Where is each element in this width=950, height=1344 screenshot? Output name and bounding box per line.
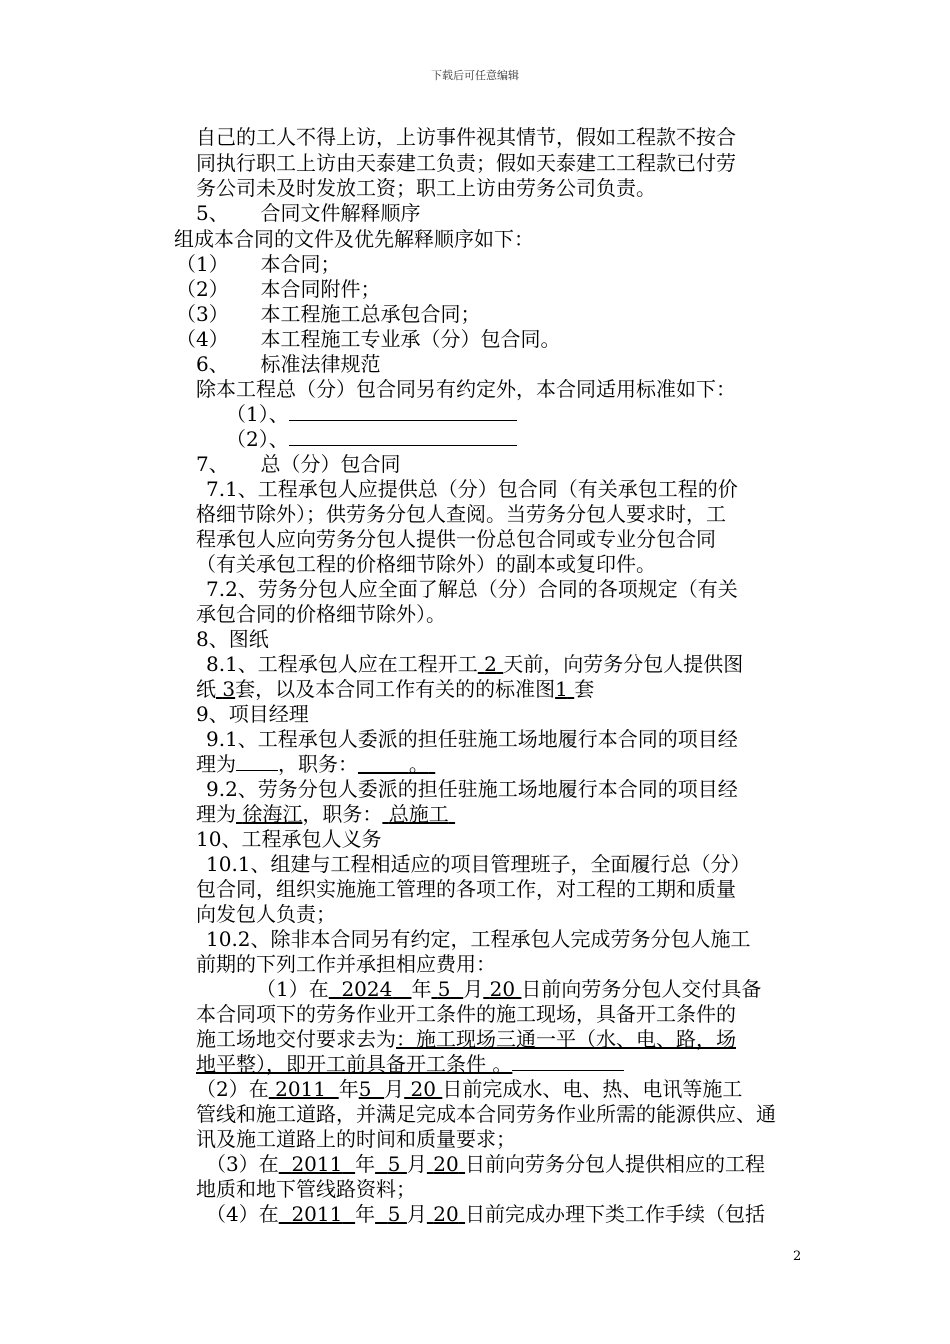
text-line: 讯及施工道路上的时间和质量要求； <box>196 1127 516 1151</box>
standard-line-1 <box>226 402 517 426</box>
blank-line <box>289 427 517 446</box>
text-line: 施工场地交付要求去为：施工现场三通一平（水、电、路，场 <box>196 1027 736 1051</box>
text-line: （1）在 2024 年 5 月 20 日前向劳务分包人交付具备 <box>256 977 762 1001</box>
filled-value: 1 <box>555 677 568 701</box>
text-line: 前期的下列工作并承担相应费用： <box>196 952 496 976</box>
text-line: 10.1、组建与工程相适应的项目管理班子，全面履行总（分） <box>206 852 751 876</box>
blank-line <box>289 402 517 421</box>
text-line: 组成本合同的文件及优先解释顺序如下： <box>174 227 534 251</box>
text-line: 自己的工人不得上访，上访事件视其情节，假如工程款不按合 <box>196 125 736 149</box>
text-line: 8.1、工程承包人应在工程开工 2 天前，向劳务分包人提供图 <box>206 652 744 676</box>
text-line: 9.1、工程承包人委派的担任驻施工场地履行本合同的项目经 <box>206 727 738 751</box>
text-line: （3）在 2011 年 5 月 20 日前向劳务分包人提供相应的工程 <box>206 1152 766 1176</box>
standard-label: （1）、 <box>226 402 289 426</box>
list-item: （2） 本合同附件； <box>176 277 381 301</box>
text-line: 7.1、工程承包人应提供总（分）包合同（有关承包工程的价 <box>206 477 738 501</box>
list-item: （1） 本合同； <box>176 252 341 276</box>
text-line: 纸 3套，以及本合同工作有关的的标准图1 套 <box>196 677 595 701</box>
text-line: 10.2、除非本合同另有约定，工程承包人完成劳务分包人施工 <box>206 927 751 951</box>
section-heading: 10、工程承包人义务 <box>196 827 382 851</box>
text-line: 向发包人负责； <box>196 902 336 926</box>
standard-line-2 <box>226 427 517 451</box>
section-heading: 9、项目经理 <box>196 702 309 726</box>
text-line: 同执行职工上访由天泰建工负责；假如天泰建工工程款已付劳 <box>196 151 736 175</box>
text-line: 理为 徐海江，职务： 总施工 <box>196 802 455 826</box>
text-line: 管线和施工道路，并满足完成本合同劳务作业所需的能源供应、通 <box>196 1102 776 1126</box>
section-heading: 8、图纸 <box>196 627 269 651</box>
filled-value: 3 <box>222 677 236 701</box>
section-heading: 6、 标准法律规范 <box>196 352 381 376</box>
filled-value: 2 <box>484 652 497 676</box>
blank-line <box>236 752 278 771</box>
text-line: 包合同，组织实施施工管理的各项工作，对工程的工期和质量 <box>196 877 736 901</box>
text-line: （2）在 2011 年5 月 20 日前完成水、电、热、电讯等施工 <box>196 1077 743 1101</box>
filled-value: 总施工 <box>388 802 449 826</box>
text-line: 格细节除外）；供劳务分包人查阅。当劳务分包人要求时，工 <box>196 502 726 526</box>
text-line: 本合同项下的劳务作业开工条件的施工现场，具备开工条件的 <box>196 1002 736 1026</box>
page-number: 2 <box>793 1249 802 1264</box>
list-item: （3） 本工程施工总承包合同； <box>176 302 481 326</box>
section-heading: 5、 合同文件解释顺序 <box>196 201 421 225</box>
text-line: 程承包人应向劳务分包人提供一份总包合同或专业分包合同 <box>196 527 716 551</box>
text-line: 除本工程总（分）包合同另有约定外，本合同适用标准如下： <box>196 377 736 401</box>
text-line: （4）在 2011 年 5 月 20 日前完成办理下类工作手续（包括 <box>206 1202 766 1226</box>
section-heading: 7、 总（分）包合同 <box>196 452 401 476</box>
text-line: 理为 ，职务： 。 <box>196 752 435 776</box>
text-line: 务公司未及时发放工资；职工上访由劳务公司负责。 <box>196 176 656 200</box>
text-line: （有关承包工程的价格细节除外）的副本或复印件。 <box>196 552 656 576</box>
text-line: 7.2、劳务分包人应全面了解总（分）合同的各项规定（有关 <box>206 577 738 601</box>
page-header: 下载后可任意编辑 <box>431 69 519 82</box>
text-line: 地平整），即开工前具备开工条件 。 <box>196 1052 624 1076</box>
text-line: 9.2、劳务分包人委派的担任驻施工场地履行本合同的项目经 <box>206 777 738 801</box>
text-line: 承包合同的价格细节除外）。 <box>196 602 446 626</box>
standard-label: （2）、 <box>226 427 289 451</box>
text-line: 地质和地下管线路资料； <box>196 1177 416 1201</box>
blank-line <box>512 1052 624 1071</box>
filled-value: 。 <box>408 752 429 776</box>
filled-value: 徐海江 <box>242 802 303 826</box>
list-item: （4） 本工程施工专业承（分）包合同。 <box>176 327 561 351</box>
